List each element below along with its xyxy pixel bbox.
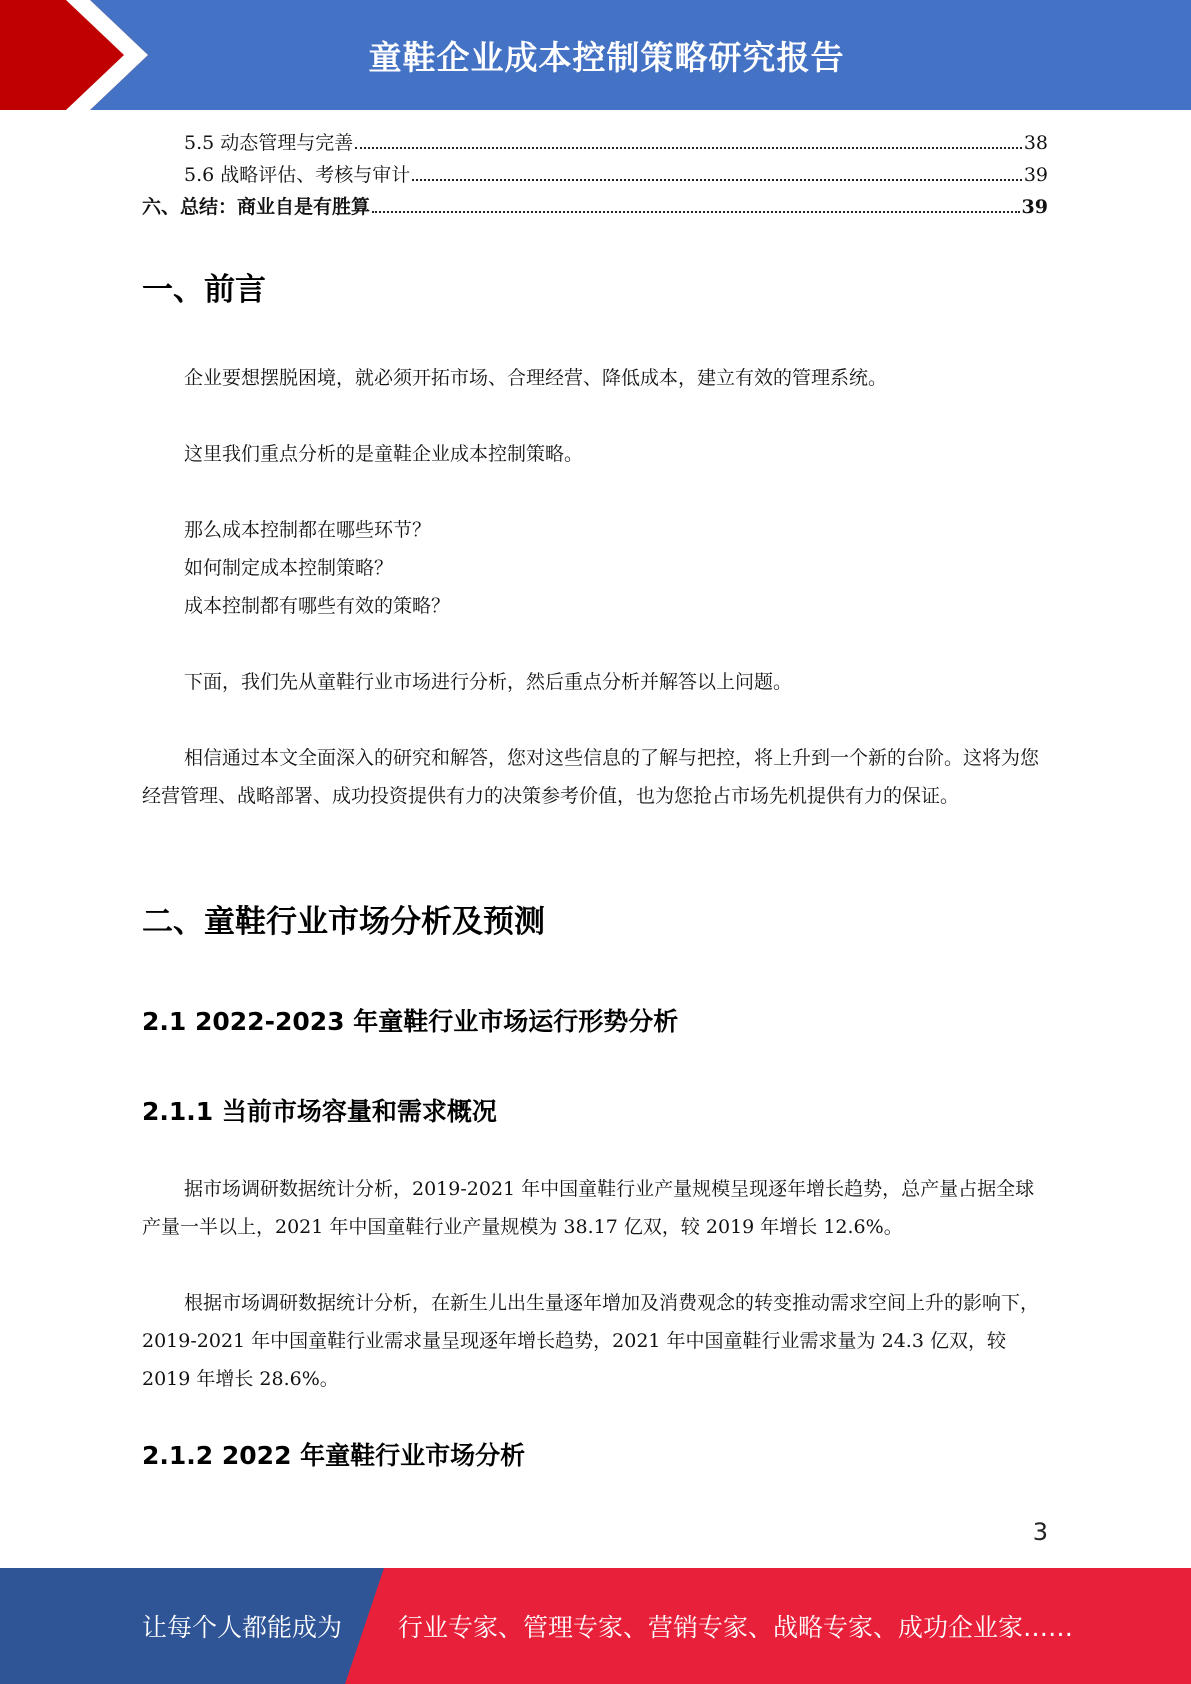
paragraph: 这里我们重点分析的是童鞋企业成本控制策略。 [184,443,584,465]
question-line: 如何制定成本控制策略？ [184,557,394,579]
paragraph: 根据市场调研数据统计分析，在新生儿出生量逐年增加及消费观念的转变推动需求空间上升的影响下，2019-2021 年中国童鞋行业需求量呈现逐年增长趋势，2021 年中国童鞋行业需求量为 24.3 亿双，较 2019 年增长 28.6%。 [142,1292,1040,1390]
toc-item-label: 5.5 动态管理与完善 [184,132,354,154]
page-number: 3 [1032,1518,1048,1546]
toc-item-page: 39 [1023,164,1048,186]
paragraph: 相信通过本文全面深入的研究和解答，您对这些信息的了解与把控，将上升到一个新的台阶。这将为您经营管理、战略部署、成功投资提供有力的决策参考价值，也为您抢占市场先机提供有力的保证。 [142,747,1040,807]
toc-leader-dots [355,147,1022,149]
table-of-contents [142,128,1048,224]
section-heading: 一、前言 [142,272,266,308]
paragraph: 企业要想摆脱困境，就必须开拓市场、合理经营、降低成本，建立有效的管理系统。 [184,367,888,389]
toc-item-label: 六、总结：商业自是有胜算 [142,196,371,218]
toc-leader-dots [372,211,1020,213]
subsection-heading: 2.1 2022-2023 年童鞋行业市场运行形势分析 [142,1007,679,1036]
paragraph: 下面，我们先从童鞋行业市场进行分析，然后重点分析并解答以上问题。 [184,671,793,693]
subsubsection-heading: 2.1.2 2022 年童鞋行业市场分析 [142,1441,526,1470]
footer-slogan-left: 让每个人都能成为 [142,1613,343,1642]
toc-item-label: 5.6 战略评估、考核与审计 [184,164,411,186]
toc-item[interactable] [142,160,1048,192]
toc-leader-dots [412,179,1022,181]
question-line: 成本控制都有哪些有效的策略？ [184,595,451,617]
toc-item[interactable] [142,128,1048,160]
paragraph: 据市场调研数据统计分析，2019-2021 年中国童鞋行业产量规模呈现逐年增长趋势，总产量占据全球产量一半以上，2021 年中国童鞋行业产量规模为 38.17 亿双，较 2019 年增长 12.6%。 [142,1178,1035,1238]
footer-slogan-right: 行业专家、管理专家、营销专家、战略专家、成功企业家…… [398,1613,1074,1642]
page-footer [0,1568,1191,1684]
report-title: 童鞋企业成本控制策略研究报告 [368,37,845,77]
question-line: 那么成本控制都在哪些环节？ [184,519,432,541]
toc-item-page: 39 [1021,196,1048,218]
subsubsection-heading: 2.1.1 当前市场容量和需求概况 [142,1097,497,1126]
section-heading: 二、童鞋行业市场分析及预测 [142,904,545,940]
toc-item-page: 38 [1023,132,1048,154]
page-header [0,0,1191,110]
toc-item[interactable] [142,192,1048,224]
